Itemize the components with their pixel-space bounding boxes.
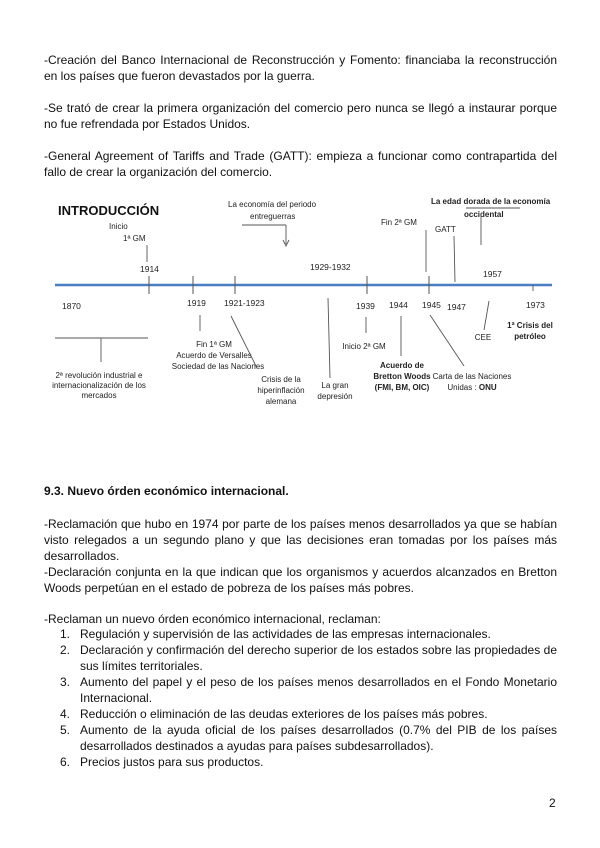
- label-gatt: GATT: [435, 225, 456, 234]
- paragraph-reclaman: -Reclaman un nuevo órden económico internacional, reclaman:: [44, 612, 381, 626]
- label-carta-naciones-line1: Carta de las Naciones: [432, 372, 512, 381]
- list-item-number: 2.: [60, 643, 71, 657]
- year-1929-1932: 1929-1932: [310, 262, 351, 272]
- list-item-number: 3.: [60, 675, 71, 689]
- label-bretton-woods-line1: Acuerdo de: [379, 361, 425, 370]
- timeline-figure: [50, 188, 560, 410]
- paragraph-gatt: -General Agreement of Tariffs and Trade (GATT): empieza a funcionar como contrapartida del fallo de crear la organización del comercio.: [44, 149, 557, 179]
- year-1957: 1957: [483, 269, 502, 279]
- label-bretton-woods-line2: Bretton Woods: [373, 372, 431, 381]
- label-fin-1gm-line1: Fin 1ª GM: [196, 340, 232, 349]
- list-item: [44, 626, 557, 642]
- label-crisis-petroleo-line2: petróleo: [514, 332, 546, 341]
- label-hiperinflacion-line1: Crisis de la: [261, 375, 301, 384]
- list-item: [44, 722, 557, 754]
- paragraph-banco-internacional: -Creación del Banco Internacional de Reconstrucción y Fomento: financiaba la reconstrucción en los países que fueron devastados por la guerra.: [44, 53, 557, 83]
- label-carta-naciones-unidas: Unidas :: [447, 383, 479, 392]
- list-item-text: Declaración y confirmación del derecho superior de los estados sobre las propiedades de sus límites territoriales.: [80, 643, 557, 673]
- list-item-text: Reducción o eliminación de las deudas exteriores de los países más pobres.: [80, 707, 488, 721]
- list-item: [44, 706, 557, 722]
- label-crisis-petroleo-line1: 1ª Crisis del: [507, 321, 553, 330]
- paragraph-organizacion-comercio: -Se trató de crear la primera organización del comercio pero nunca se llegó a instaurar porque no fue refrendada por Estados Unidos.: [44, 101, 557, 131]
- section-heading: 9.3. Nuevo órden económico internacional.: [44, 484, 289, 498]
- year-1919: 1919: [187, 298, 206, 308]
- label-inicio-1gm-line1: Inicio: [109, 222, 128, 231]
- year-1939: 1939: [356, 301, 375, 311]
- year-1973: 1973: [526, 300, 545, 310]
- label-edad-dorada-line1: La edad dorada de la economía: [431, 197, 551, 206]
- list-item-text: Regulación y supervisión de las actividades de las empresas internacionales.: [80, 627, 491, 641]
- label-edad-dorada-line2: occidental: [464, 210, 504, 219]
- list-item-number: 5.: [60, 723, 71, 737]
- label-bretton-woods-line3: (FMI, BM, OIC): [374, 383, 430, 392]
- list-item: [44, 674, 557, 706]
- label-inicio-1gm-line2: 1ª GM: [123, 234, 146, 243]
- label-cee: CEE: [474, 333, 492, 342]
- year-1944: 1944: [389, 300, 408, 310]
- list-item: [44, 754, 557, 770]
- label-entreguerras-line1: La economía del periodo: [228, 200, 317, 209]
- label-gran-depresion-line1: La gran: [321, 381, 349, 390]
- list-item-text: Aumento de la ayuda oficial de los países desarrollados (0.7% del PIB de los países desarrollados destinados a ayudas para países subdesarrollados).: [80, 723, 557, 753]
- label-carta-naciones-onu: ONU: [478, 383, 497, 392]
- page-number: 2: [549, 796, 556, 810]
- label-fin-1gm-line3: Sociedad de las Naciones: [171, 362, 265, 371]
- label-hiperinflacion-line2: hiperinflación: [257, 386, 305, 395]
- timeline-title: INTRODUCCIÓN: [58, 203, 160, 218]
- label-revolucion-line2: internacionalización de los: [52, 381, 146, 390]
- paragraph-declaracion-conjunta: -Declaración conjunta en la que indican que los organismos y acuerdos alcanzados en Bretton Woods perpetúan en el estado de pobreza de los países más pobres.: [44, 565, 557, 595]
- year-1947: 1947: [447, 302, 466, 312]
- list-item-text: Precios justos para sus productos.: [80, 755, 264, 769]
- year-1921-1923: 1921-1923: [224, 298, 265, 308]
- year-1914: 1914: [140, 264, 159, 274]
- paragraph-reclamacion-1974: -Reclamación que hubo en 1974 por parte de los países menos desarrollados ya que se habían visto relegados a un segundo plano y que las decisiones eran tomadas por los países más desarrollados.: [44, 517, 557, 563]
- list-item-number: 6.: [60, 755, 71, 769]
- label-fin-1gm-line2: Acuerdo de Versalles: [176, 351, 252, 360]
- year-1945: 1945: [422, 300, 441, 310]
- label-carta-naciones-line2: [447, 383, 497, 392]
- demands-list: [44, 626, 557, 770]
- year-1870: 1870: [62, 301, 81, 311]
- list-item-text: Aumento del papel y el peso de los países menos desarrollados en el Fondo Monetario Internacional.: [80, 675, 557, 705]
- list-item: [44, 642, 557, 674]
- label-gran-depresion-line2: depresión: [317, 392, 353, 401]
- label-entreguerras-line2: entreguerras: [250, 212, 296, 221]
- list-item-number: 1.: [60, 627, 71, 641]
- label-revolucion-line3: mercados: [81, 391, 117, 400]
- label-fin-2gm: Fin 2ª GM: [381, 218, 417, 227]
- label-hiperinflacion-line3: alemana: [265, 397, 297, 406]
- label-revolucion-line1: 2ª revolución industrial e: [55, 371, 143, 380]
- label-inicio-2gm: Inicio 2ª GM: [342, 342, 386, 351]
- list-item-number: 4.: [60, 707, 71, 721]
